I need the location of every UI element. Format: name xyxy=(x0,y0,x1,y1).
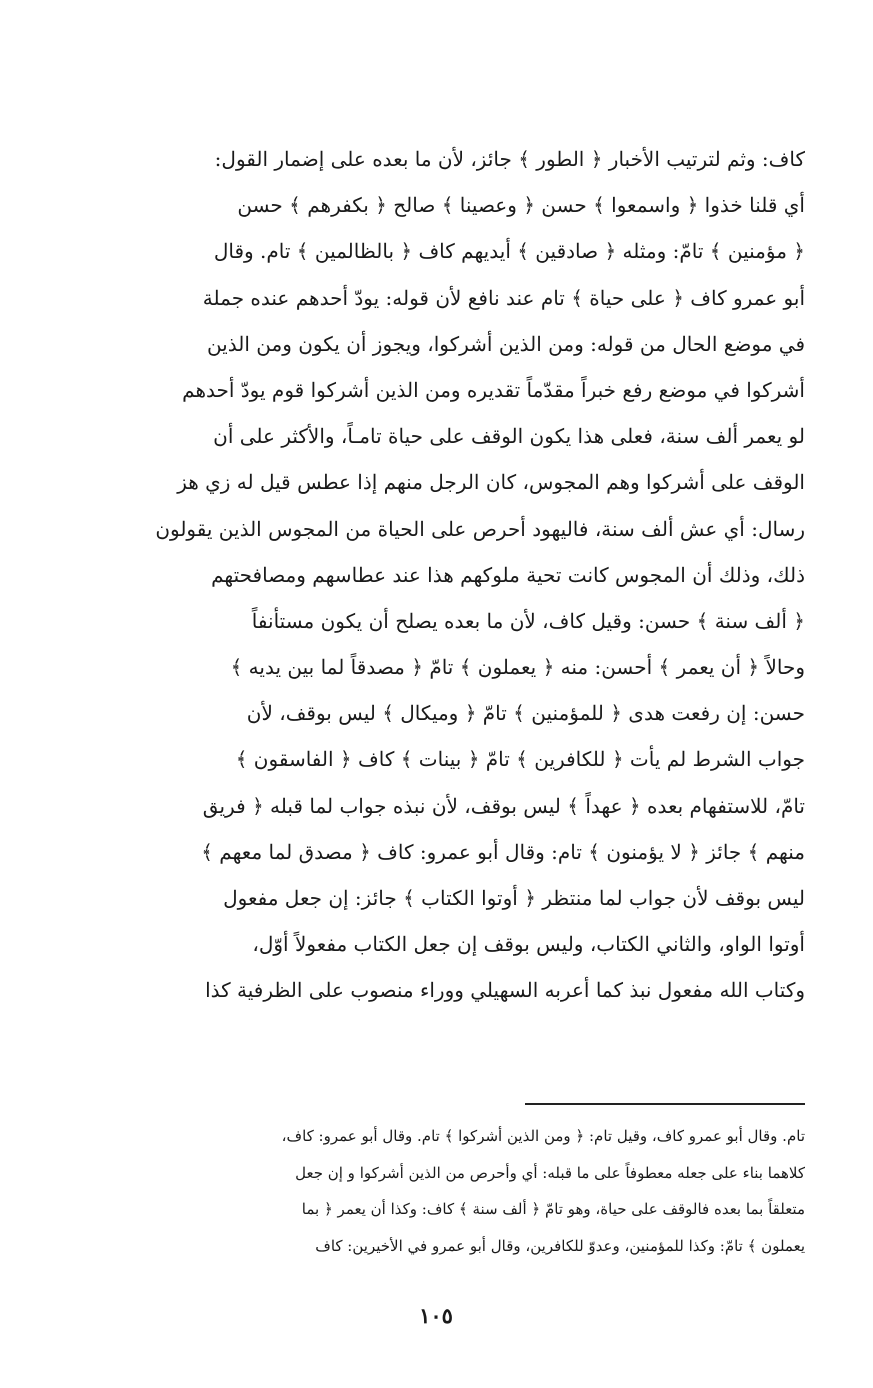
footnote-line: يعملون ﴾ تامّ: وكذا للمؤمنين، وعدوّ للكافرين، وقال أبو عمرو في الأخيرين: كاف xyxy=(315,1236,805,1255)
footnote-block xyxy=(92,1118,805,1264)
main-text-line: كاف: وثم لترتيب الأخبار ﴿ الطور ﴾ جائز، لأن ما بعده على إضمار القول: xyxy=(214,147,805,171)
main-text-line: أشركوا في موضع رفع خبراً مقدّماً تقديره ومن الذين أشركوا قوم يودّ أحدهم xyxy=(182,377,805,402)
main-text-line: أوتوا الواو، والثاني الكتاب، وليس بوقف إن جعل الكتاب مفعولاً أوّل، xyxy=(252,932,805,957)
main-text-block xyxy=(95,136,805,1014)
main-text-line: وكتاب الله مفعول نبذ كما أعربه السهيلي ووراء منصوب على الظرفية كذا xyxy=(205,978,805,1003)
footnote-line: متعلقاً بما بعده فالوقف على حياة، وهو تامّ ﴿ ألف سنة ﴾ كاف: وكذا أن يعمر ﴿ بما xyxy=(301,1200,805,1218)
main-text-line: جواب الشرط لم يأت ﴿ للكافرين ﴾ تامّ ﴿ بينات ﴾ كاف ﴿ الفاسقون ﴾ xyxy=(235,747,805,772)
main-text-line: حسن: إن رفعت هدى ﴿ للمؤمنين ﴾ تامّ ﴿ وميكال ﴾ ليس بوقف، لأن xyxy=(246,701,805,726)
main-text-line: ليس بوقف لأن جواب لما منتظر ﴿ أوتوا الكتاب ﴾ جائز: إن جعل مفعول xyxy=(223,886,805,910)
main-text-line: أبو عمرو كاف ﴿ على حياة ﴾ تام عند نافع لأن قوله: يودّ أحدهم عنده جملة xyxy=(202,285,805,310)
main-text-line: ﴿ ألف سنة ﴾ حسن: وقيل كاف، لأن ما بعده يصلح أن يكون مستأنفاً xyxy=(251,608,805,633)
footnote-line: تام. وقال أبو عمرو كاف، وقيل تام: ﴿ ومن الذين أشركوا ﴾ تام. وقال أبو عمرو: كاف، xyxy=(281,1127,805,1145)
footnote-line: كلاهما بناء على جعله معطوفاً على ما قبله: أي وأحرص من الذين أشركوا و إن جعل xyxy=(295,1163,805,1182)
main-text-line: رسال: أي عش ألف سنة، فاليهود أحرص على الحياة من المجوس الذين يقولون xyxy=(155,516,805,541)
page-number: ١٠٥ xyxy=(419,1303,453,1328)
main-text-line: وحالاً ﴿ أن يعمر ﴾ أحسن: منه ﴿ يعملون ﴾ تامّ ﴿ مصدقاً لما بين يديه ﴾ xyxy=(230,655,805,680)
main-text-line: ﴿ مؤمنين ﴾ تامّ: ومثله ﴿ صادقين ﴾ أيديهم كاف ﴿ بالظالمين ﴾ تام. وقال xyxy=(213,239,805,264)
main-text-line: أي قلنا خذوا ﴿ واسمعوا ﴾ حسن ﴿ وعصينا ﴾ صالح ﴿ بكفرهم ﴾ حسن xyxy=(237,193,805,218)
main-text-line: منهم ﴾ جائز ﴿ لا يؤمنون ﴾ تام: وقال أبو عمرو: كاف ﴿ مصدق لما معهم ﴾ xyxy=(201,839,805,864)
main-text-line: ذلك، وذلك أن المجوس كانت تحية ملوكهم هذا عند عطاسهم ومصافحتهم xyxy=(211,562,805,587)
footnote-divider xyxy=(525,1103,805,1105)
main-text-line: في موضع الحال من قوله: ومن الذين أشركوا، ويجوز أن يكون ومن الذين xyxy=(206,331,805,356)
main-text-line: لو يعمر ألف سنة، فعلى هذا يكون الوقف على حياة تامـاً، والأكثر على أن xyxy=(213,424,805,449)
main-text-line: تامّ، للاستفهام بعده ﴿ عهداً ﴾ ليس بوقف، لأن نبذه جواب لما قبله ﴿ فريق xyxy=(202,793,805,818)
main-text-line: الوقف على أشركوا وهم المجوس، كان الرجل منهم إذا عطس قيل له زي هز xyxy=(177,470,805,495)
